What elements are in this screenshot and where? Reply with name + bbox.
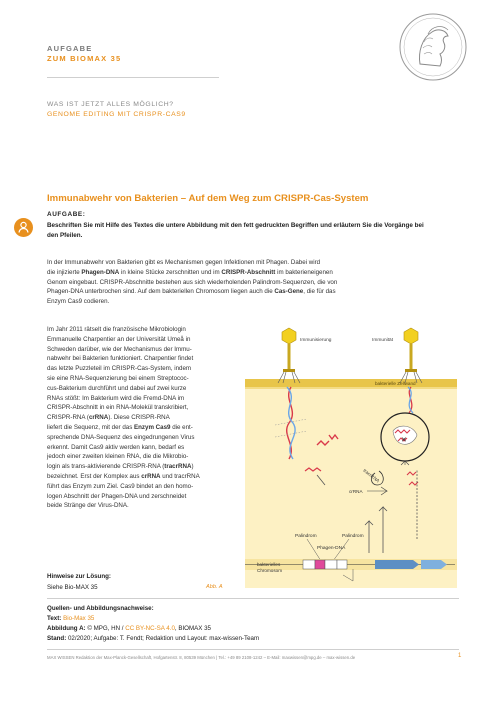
sources-heading: Quellen- und Abbildungsnachweise: [47, 605, 154, 612]
column-line: bezeichnet. Erst der Komplex aus crRNA und tracrRNA [47, 472, 200, 480]
label-crrna: crRNA [349, 489, 363, 494]
kicker [47, 44, 121, 64]
label-palindrom2: Palindrom [342, 534, 364, 539]
sources-stand-line: Stand: 02/2020; Aufgabe: T. Fendt; Redaktion und Layout: max-wissen-Team [47, 635, 260, 642]
kicker-line1: AUFGABE [47, 44, 93, 53]
column-line: CRISPR-RNA (crRNA). Diese CRISPR-RNA [47, 414, 170, 422]
cas-gene [375, 560, 419, 569]
intro-line: Phagen-DNA unterbrochen sind. Auf dem bakteriellen Chromosom liegen auch die Cas-Gene, die für das [47, 288, 336, 296]
crispr-figure [245, 325, 457, 588]
subhead-line2: GENOME EDITING MIT CRISPR-CAS9 [47, 111, 186, 118]
column-line: Im Jahr 2011 rätselt die französische Mikrobiologin [47, 326, 186, 333]
cell-interior [245, 385, 457, 588]
column-line: cus-Bakterium durchführt und dabei auf zwei kurze [47, 384, 187, 392]
header-rule [47, 77, 219, 78]
task-text: Beschriften Sie mit Hilfe des Textes die untere Abbildung mit den fett gedruckten Begriffen und erläutern Sie die Vorgänge bei den Pfeilen. [47, 222, 424, 239]
column-line: logen Abschnitt der Phagen-DNA und zerschneidet [47, 492, 187, 500]
cell-wall [245, 379, 457, 387]
minerva-logo [398, 12, 468, 82]
person-icon [14, 218, 33, 237]
intro-line: Enzym Cas9 codieren. [47, 298, 110, 306]
label-phagen-dna: Phagen-DNA [317, 546, 346, 551]
label-tracrrna: tracrRNA [362, 467, 381, 484]
label-zellwand: bakterielle Zellwand [375, 381, 416, 386]
intro-line: die injizierte Phagen-DNA in kleine Stücke zerschnitten und im CRISPR-Abschnitt im bakterieneigenen [47, 268, 333, 276]
intro-paragraph [47, 258, 447, 307]
sources-rule [47, 598, 459, 599]
task-heading: AUFGABE: [47, 211, 86, 218]
column-line: Schweden darüber, wie der Mechanismus der Immu- [47, 345, 192, 353]
column-line: Emmanuelle Charpentier an der Universität Umeå in [47, 335, 191, 343]
license-link[interactable]: CC BY-NC-SA 4.0 [125, 625, 175, 632]
sources-abb-line: Abbildung A: © MPG, HN / CC BY-NC-SA 4.0, BIOMAX 35 [47, 625, 211, 632]
label-immunisierung: Immunisierung [300, 338, 332, 343]
column-line: sprechende DNA-Sequenz des eingedrungenen Virus [47, 433, 195, 441]
intro-line: In der Immunabwehr von Bakterien gibt es Mechanismen gegen Infektionen mit Phagen. Dabei wird [47, 259, 321, 266]
sources-text-line: Text: Bio-Max 35 [47, 615, 95, 622]
hints-heading: Hinweise zur Lösung: [47, 573, 111, 580]
label-chrom2: Chromosom [257, 568, 283, 573]
column-line: jedoch einer zweiten kleinen RNA, die die Mikrobio- [47, 453, 189, 461]
column-line: login als trans-aktivierende CRISPR-RNA (tracrRNA) [47, 463, 194, 471]
column-line: erkennt. Damit Cas9 aktiv werden kann, bedarf es [47, 443, 185, 451]
column-line: sie eine RNA-Sequenzierung bei einem Streptococ- [47, 374, 189, 382]
cut-mark: ✕ [401, 437, 407, 444]
subhead [47, 100, 186, 120]
hints-text: Siehe Bio-MAX 35 [47, 584, 98, 591]
column-line: beide Stränge der Virus-DNA. [47, 502, 129, 510]
column-line: RNAs stößt: Im Bakterium wird die Fremd-DNA im [47, 394, 185, 402]
footer-rule [47, 649, 459, 650]
intro-line: Genom eingebaut. CRISPR-Abschnitte bestehen aus sich wiederholenden Palindrom-Sequenzen, die von [47, 278, 338, 286]
label-chrom1: bakterielles [257, 562, 281, 567]
page-title: Immunabwehr von Bakterien – Auf dem Weg zum CRISPR-Cas-System [47, 193, 369, 204]
label-palindrom1: Palindrom [295, 534, 317, 539]
phage-right-icon [400, 328, 422, 383]
column-line: führt das Enzym zum Ziel. Cas9 bindet an den homo- [47, 482, 194, 490]
column-line: nabwehr bei Bakterien funktioniert. Charpentier findet [47, 355, 194, 363]
figure-caption: Abb. A [206, 584, 223, 590]
kicker-line2: ZUM BIOMAX 35 [47, 54, 122, 63]
column-line: das letzte Puzzleteil im CRISPR-Cas-System, indem [47, 365, 192, 373]
column-line: liefert die Sequenz, mit der das Enzym Cas9 die ent- [47, 423, 193, 431]
phage-left-icon [278, 328, 300, 383]
footer-text: MAX WISSEN Redaktion der Max-Planck-Gesellschaft, Hofgartenstr. 8, 80539 München | Tel.: +49 89 2108-1242 – E-Mail: maxwissen@mpg.de – max-wissen.de [47, 655, 356, 660]
column-line: CRISPR-Abschnitt in ein RNA-Molekül transkribiert, [47, 404, 189, 412]
subhead-line1: WAS IST JETZT ALLES MÖGLICH? [47, 101, 174, 108]
label-immunitaet: Immunität [372, 338, 394, 343]
column-text [47, 325, 242, 511]
page-number: 1 [458, 653, 462, 659]
